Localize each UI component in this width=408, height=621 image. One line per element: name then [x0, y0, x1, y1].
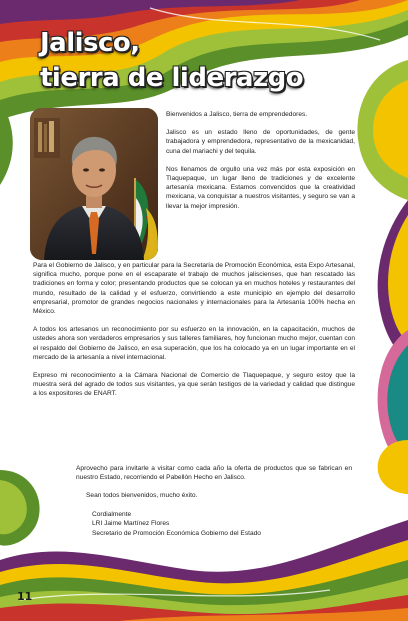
- page-title: [40, 26, 303, 96]
- intro-text-column: [166, 110, 355, 220]
- signer-name: LRI Jaime Martínez Flores: [92, 520, 170, 528]
- welcome-paragraph: Sean todos bienvenidos, mucho éxito.: [86, 492, 198, 500]
- right-curl-yellow: [378, 440, 408, 494]
- intro-paragraph-1: Jalisco es un estado lleno de oportunidades, de gente trabajadora y emprendedora, representativo de la mexicanidad, cuna del mariachi y del tequila.: [166, 129, 355, 155]
- page-number: 11: [17, 590, 33, 603]
- closing-block: [76, 464, 352, 538]
- title-line-2: tierra de liderazgo: [40, 63, 304, 93]
- body-paragraph-2: A todos los artesanos un reconocimiento por su esfuerzo en la innovación, en la capacitación, muchos de ustedes ahora son verdaderos empresarios y sus talleres familiares, hoy funcionan mucho mejor, cuentan con el respaldo del Gobierno de Jalisco, en esa superación, que los ha colocado ya en un lugar importante en el mercado de la artesanía a nivel internacional.: [33, 326, 355, 361]
- closing-paragraph: Aprovecho para invitarle a visitar como cada año la oferta de productos que se fabrican en nuestro Estado, recorriendo el Pabellón Hecho en Jalisco.: [76, 465, 352, 482]
- body-paragraph-1: Para el Gobierno de Jalisco, y en particular para la Secretaría de Promoción Económica, esta Expo Artesanal, significa mucho, porque pone en el escaparate el trabajo de muchos jaliscienses, que han rescatado las tradiciones en forma y color; presentando productos que se colocan ya en muchos hoteles y restaurantes del mundo, resultado de la calidad y el esfuerzo, convirtiendo a este municipio en ejemplo del desarrollo empresarial, promotor de grandes negocios nacionales y internacionales para la Artesanía 100% hecha en México.: [33, 262, 355, 316]
- main-text-column: [33, 261, 355, 408]
- signature-block: [76, 510, 352, 539]
- secretary-portrait-photo: [30, 108, 158, 260]
- greeting-paragraph: Bienvenidos a Jalisco, tierra de emprendedores.: [166, 111, 308, 118]
- title-line-1: Jalisco,: [40, 28, 140, 58]
- body-paragraph-3: Expreso mi reconocimiento a la Cámara Nacional de Comercio de Tlaquepaque, y seguro estoy que la muestra será del agrado de todos sus visitantes, ya que serán testigos de la variedad y calidad que distingue a los expositores de ENART.: [33, 372, 355, 398]
- signer-title: Secretario de Promoción Económica Gobierno del Estado: [92, 529, 261, 537]
- intro-paragraph-2: Nos llenamos de orgullo una vez más por esta exposición en Tlaquepaque, un lugar lleno de tradiciones y de excelente artesanía mexicana. Estamos convencidos que la creatividad mexicana, va conquistar a nuestros visitantes, y seguro se van a llevar la mejor impresión.: [166, 165, 355, 210]
- sign-off: Cordialmente: [92, 510, 132, 518]
